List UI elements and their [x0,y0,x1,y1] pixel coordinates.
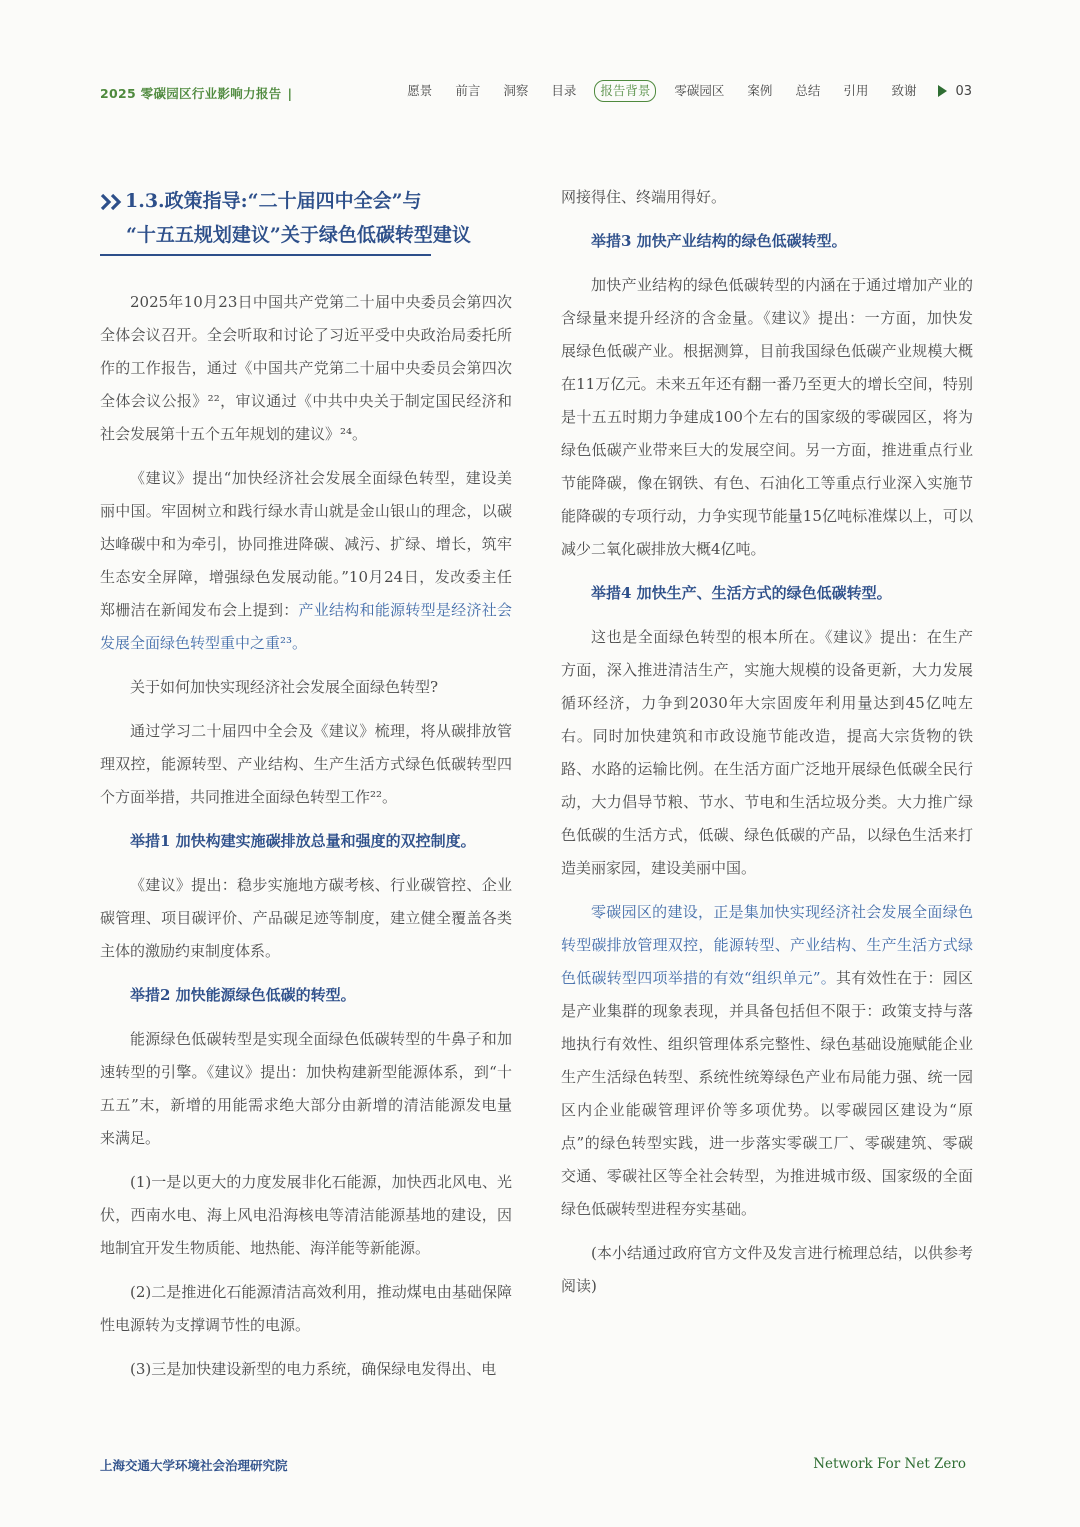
nav-summary[interactable]: 总结 [795,83,821,98]
measure-heading-4: 举措4 加快生产、生活方式的绿色低碳转型。 [591,584,892,602]
nav-references[interactable]: 引用 [843,83,869,98]
highlight-text: 零碳园区的建设，正是集加快实现经济社会发展全面绿色转型碳排放管理双控，能源转型、产业结构、生产生活方式绿色低碳转型四项举措的有效“组织单元”。 [561,903,973,987]
nav-preface[interactable]: 前言 [455,83,481,98]
page-header [100,80,972,104]
section-title-line2: “十五五规划建议”关于绿色低碳转型建议 [126,224,471,246]
measure-heading-3: 举措3 加快产业结构的绿色低碳转型。 [591,232,847,250]
section-underline [100,254,431,256]
nav-acknowledgements[interactable]: 致谢 [891,83,917,98]
paragraph-text: 《建议》提出“加快经济社会发展全面绿色转型，建设美丽中国。牢固树立和践行绿水青山就是金山银山的理念，以碳达峰碳中和为牵引，协同推进降碳、减污、扩绿、增长，筑牢生态安全屏障，增强绿色发展动能。”10月24日，发改委主任郑栅洁在新闻发布会上提到： [100,469,512,619]
measure-heading-1: 举措1 加快构建实施碳排放总量和强度的双控制度。 [130,832,476,850]
paragraph: 通过学习二十届四中全会及《建议》梳理，将从碳排放管理双控，能源转型、产业结构、生产生活方式绿色低碳转型四个方面举措，共同推进全面绿色转型工作²²。 [100,722,512,806]
measure-heading-2: 举措2 加快能源绿色低碳的转型。 [130,986,356,1004]
top-nav [384,80,972,102]
right-column [561,181,973,1314]
paragraph: 《建议》提出：稳步实施地方碳考核、行业碳管控、企业碳管理、项目碳评价、产品碳足迹等制度，建立健全覆盖各类主体的激励约束制度体系。 [100,876,512,960]
nav-contents[interactable]: 目录 [551,83,577,98]
nav-zero-carbon-park[interactable]: 零碳园区 [674,83,725,98]
report-title-text: 2025 零碳园区行业影响力报告 [100,86,282,101]
nav-cases[interactable]: 案例 [747,83,773,98]
paragraph: 网接得住、终端用得好。 [561,188,727,206]
highlight-text: 产业结构和能源转型是经济社会发展全面绿色转型重中之重²³。 [100,601,512,652]
paragraph: 2025年10月23日中国共产党第二十届中央委员会第四次全体会议召开。全会听取和讨论了习近平受中央政治局委托所作的工作报告，通过《中国共产党第二十届中央委员会第四次全体会议公报》²²，审议通过《中共中央关于制定国民经济和社会发展第十五个五年规划的建议》²⁴。 [100,293,512,443]
note-paragraph: (本小结通过政府官方文件及发言进行梳理总结，以供参考阅读) [561,1244,973,1295]
section-title-line1: 1.3.政策指导:“二十届四中全会”与 [125,190,422,212]
paragraph [100,462,512,660]
title-separator: | [287,86,293,101]
footer-network: Network For Net Zero [813,1456,966,1472]
nav-report-background[interactable]: 报告背景 [594,80,656,102]
report-title [100,84,292,102]
nav-insight[interactable]: 洞察 [503,83,529,98]
paragraph: 关于如何加快实现经济社会发展全面绿色转型? [130,678,439,696]
list-item: (3)三是加快建设新型的电力系统，确保绿电发得出、电 [130,1360,497,1378]
left-column [100,286,512,1397]
nav-vision[interactable]: 愿景 [407,83,433,98]
page-number: 03 [955,83,972,99]
paragraph: 加快产业结构的绿色低碳转型的内涵在于通过增加产业的含绿量来提升经济的含金量。《建议》提出：一方面，加快发展绿色低碳产业。根据测算，目前我国绿色低碳产业规模大概在11万亿元。未来五年还有翻一番乃至更大的增长空间，特别是十五五时期力争建成100个左右的国家级的零碳园区，将为绿色低碳产业带来巨大的发展空间。另一方面，推进重点行业节能降碳，像在钢铁、有色、石油化工等重点行业深入实施节能降碳的专项行动，力争实现节能量15亿吨标准煤以上，可以减少二氧化碳排放大概4亿吨。 [561,276,973,558]
list-item: (2)二是推进化石能源清洁高效利用，推动煤电由基础保障性电源转为支撑调节性的电源。 [100,1283,512,1334]
paragraph: 能源绿色低碳转型是实现全面绿色低碳转型的牛鼻子和加速转型的引擎。《建议》提出：加快构建新型能源体系，到“十五五”末，新增的用能需求绝大部分由新增的清洁能源发电量来满足。 [100,1030,512,1147]
footer-institution: 上海交通大学环境社会治理研究院 [100,1458,288,1473]
paragraph-text: 其有效性在于：园区是产业集群的现象表现，并具备包括但不限于：政策支持与落地执行有效性、组织管理体系完整性、绿色基础设施赋能企业生产生活绿色转型、系统性统筹绿色产业布局能力强、统一园区内企业能碳管理评价等多项优势。以零碳园区建设为“原点”的绿色转型实践，进一步落实零碳工厂、零碳建筑、零碳交通、零碳社区等全社会转型，为推进城市级、国家级的全面绿色低碳转型进程夯实基础。 [561,969,973,1218]
paragraph [561,896,973,1226]
double-chevron-icon [100,193,124,211]
list-item: (1)一是以更大的力度发展非化石能源，加快西北风电、光伏，西南水电、海上风电沿海核电等清洁能源基地的建设，因地制宜开发生物质能、地热能、海洋能等新能源。 [100,1173,512,1257]
play-icon[interactable] [938,85,947,97]
paragraph: 这也是全面绿色转型的根本所在。《建议》提出：在生产方面，深入推进清洁生产，实施大规模的设备更新，大力发展循环经济，力争到2030年大宗固废年利用量达到45亿吨左右。同时加快建筑和市政设施节能改造，提高大宗货物的铁路、水路的运输比例。在生活方面广泛地开展绿色低碳全民行动，大力倡导节粮、节水、节电和生活垃圾分类。大力推广绿色低碳的生活方式，低碳、绿色低碳的产品，以绿色生活来打造美丽家园，建设美丽中国。 [561,628,973,877]
